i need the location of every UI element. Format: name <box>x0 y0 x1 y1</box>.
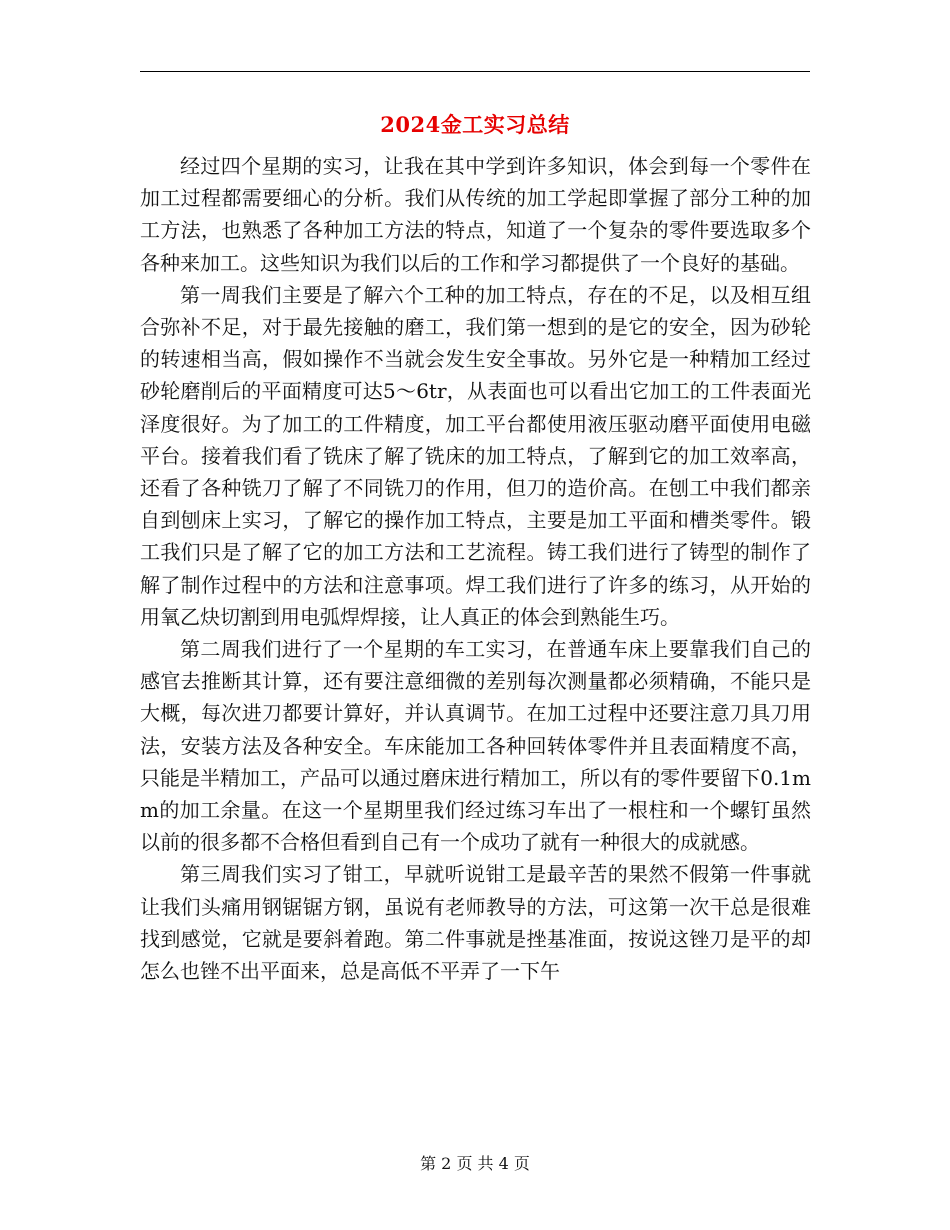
header-rule <box>140 71 810 72</box>
paragraph-intro: 经过四个星期的实习，让我在其中学到许多知识，体会到每一个零件在加工过程都需要细心的分析。我们从传统的加工学起即掌握了部分工种的加工方法，也熟悉了各种加工方法的特点，知道了一个复杂的零件要选取多个各种来加工。这些知识为我们以后的工作和学习都提供了一个良好的基础。 <box>140 154 811 275</box>
page-footer: 第 2 页 共 4 页 <box>420 1154 530 1173</box>
document-body <box>140 150 811 987</box>
paragraph-week-one: 第一周我们主要是了解六个工种的加工特点，存在的不足，以及相互组合弥补不足，对于最先接触的磨工，我们第一想到的是它的安全，因为砂轮的转速相当高，假如操作不当就会发生安全事故。另外它是一种精加工经过砂轮磨削后的平面精度可达5～6tr，从表面也可以看出它加工的工件表面光泽度很好。为了加工的工件精度，加工平台都使用液压驱动磨平面使用电磁平台。接着我们看了铣床了解了铣床的加工特点，了解到它的加工效率高，还看了各种铣刀了解了不同铣刀的作用，但刀的造价高。在刨工中我们都亲自到刨床上实习，了解它的操作加工特点，主要是加工平面和槽类零件。锻工我们只是了解了它的加工方法和工艺流程。铸工我们进行了铸型的制作了解了制作过程中的方法和注意事项。焊工我们进行了许多的练习，从开始的用氧乙炔切割到用电弧焊焊接，让人真正的体会到熟能生巧。 <box>140 282 811 629</box>
paragraph-week-two: 第二周我们进行了一个星期的车工实习，在普通车床上要靠我们自己的感官去推断其计算，还有要注意细微的差别每次测量都必须精确，不能只是大概，每次进刀都要计算好，并认真调节。在加工过程中还要注意刀具刀用法，安装方法及各种安全。车床能加工各种回转体零件并且表面精度不高，只能是半精加工，产品可以通过磨床进行精加工，所以有的零件要留下0.1mm的加工余量。在这一个星期里我们经过练习车出了一根柱和一个螺钉虽然以前的很多都不合格但看到自己有一个成功了就有一种很大的成就感。 <box>140 637 811 855</box>
paragraph-week-three: 第三周我们实习了钳工，早就听说钳工是最辛苦的果然不假第一件事就让我们头痛用钢锯锯方钢，虽说有老师教导的方法，可这第一次干总是很难找到感觉，它就是要斜着跑。第二件事就是挫基准面，按说这锉刀是平的却怎么也锉不出平面来，总是高低不平弄了一下午 <box>140 862 811 984</box>
document-title: 2024金工实习总结 <box>380 112 570 137</box>
